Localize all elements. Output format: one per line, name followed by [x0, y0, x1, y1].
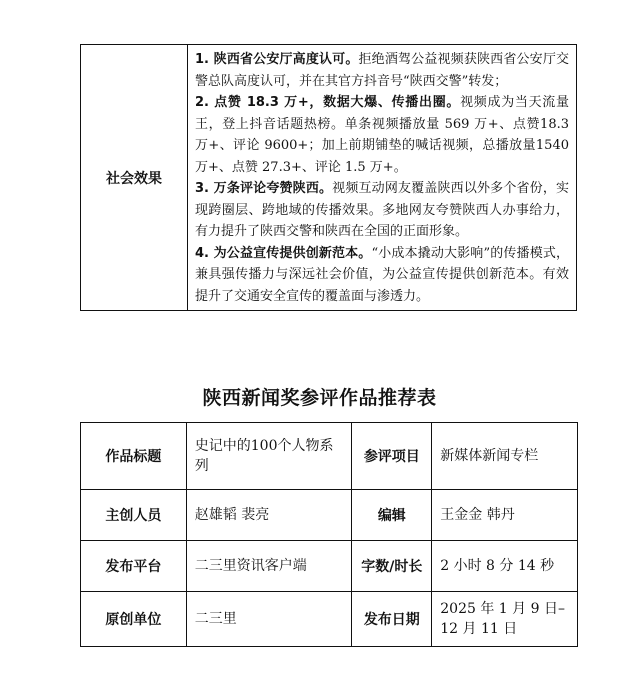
work-title-value: 史记中的100个人物系列	[186, 423, 352, 490]
effect-point-text: 视频互动网友覆盖陕西以外多个省份，实现跨圈层、跨地域的传播效果。多地网友夸赞陕西人办事给力，有力提升了陕西交警和陕西在全国的正面形象。	[195, 181, 569, 239]
form-title: 陕西新闻奖参评作品推荐表	[202, 387, 437, 409]
platform-value: 二三里资讯客户端	[186, 541, 352, 592]
publish-date-label: 发布日期	[352, 592, 432, 647]
form-row	[81, 592, 578, 647]
social-effect-label: 社会效果	[81, 45, 188, 311]
length-value: 2 小时 8 分 14 秒	[432, 541, 578, 592]
social-effect-table	[80, 44, 577, 311]
effect-point-heading: 1. 陕西省公安厅高度认可。	[195, 52, 359, 67]
effect-point-text: 拒绝酒驾公益视频获陕西省公安厅交警总队高度认可，并在其官方抖音号“陕西交警”转发；	[195, 52, 569, 89]
platform-label: 发布平台	[81, 541, 187, 592]
effect-point-heading: 2. 点赞 18.3 万+，数据大爆、传播出圈。	[195, 95, 461, 110]
publish-date-value: 2025 年 1 月 9 日–12 月 11 日	[432, 592, 578, 647]
creators-label: 主创人员	[81, 490, 187, 541]
effect-point-heading: 3. 万条评论夸赞陕西。	[195, 181, 333, 196]
effect-point-heading: 4. 为公益宣传提供创新范本。	[195, 245, 372, 261]
length-label: 字数/时长	[352, 541, 432, 592]
form-row	[81, 423, 578, 490]
editor-value: 王金金 韩丹	[432, 490, 578, 541]
form-row	[81, 541, 578, 592]
origin-unit-value: 二三里	[186, 592, 352, 647]
effect-point-2	[195, 92, 569, 178]
editor-label: 编辑	[352, 490, 432, 541]
work-title-label: 作品标题	[81, 423, 187, 490]
effect-point-1	[195, 49, 569, 92]
effect-point-text: 视频成为当天流量王，登上抖音话题热榜。单条视频播放量 569 万+、点赞18.3 万+、评论 9600+；加上前期铺垫的喊话视频，总播放量1540万+、点赞 27.3+、评论 1.5 万+。	[195, 95, 569, 175]
effect-point-text: “小成本撬动大影响”的传播模式，兼具强传播力与深远社会价值，为公益宣传提供创新范本。有效提升了交通安全宣传的覆盖面与渗透力。	[195, 245, 570, 304]
category-label: 参评项目	[352, 423, 432, 490]
recommendation-form-table	[80, 422, 578, 647]
creators-value: 赵雄韬 裴亮	[186, 490, 352, 541]
category-value: 新媒体新闻专栏	[432, 423, 578, 490]
social-effect-content	[188, 45, 577, 311]
form-row	[81, 490, 578, 541]
effect-point-3	[195, 178, 569, 243]
origin-unit-label: 原创单位	[81, 592, 187, 647]
social-effect-row	[81, 45, 577, 311]
effect-point-4	[195, 243, 569, 308]
